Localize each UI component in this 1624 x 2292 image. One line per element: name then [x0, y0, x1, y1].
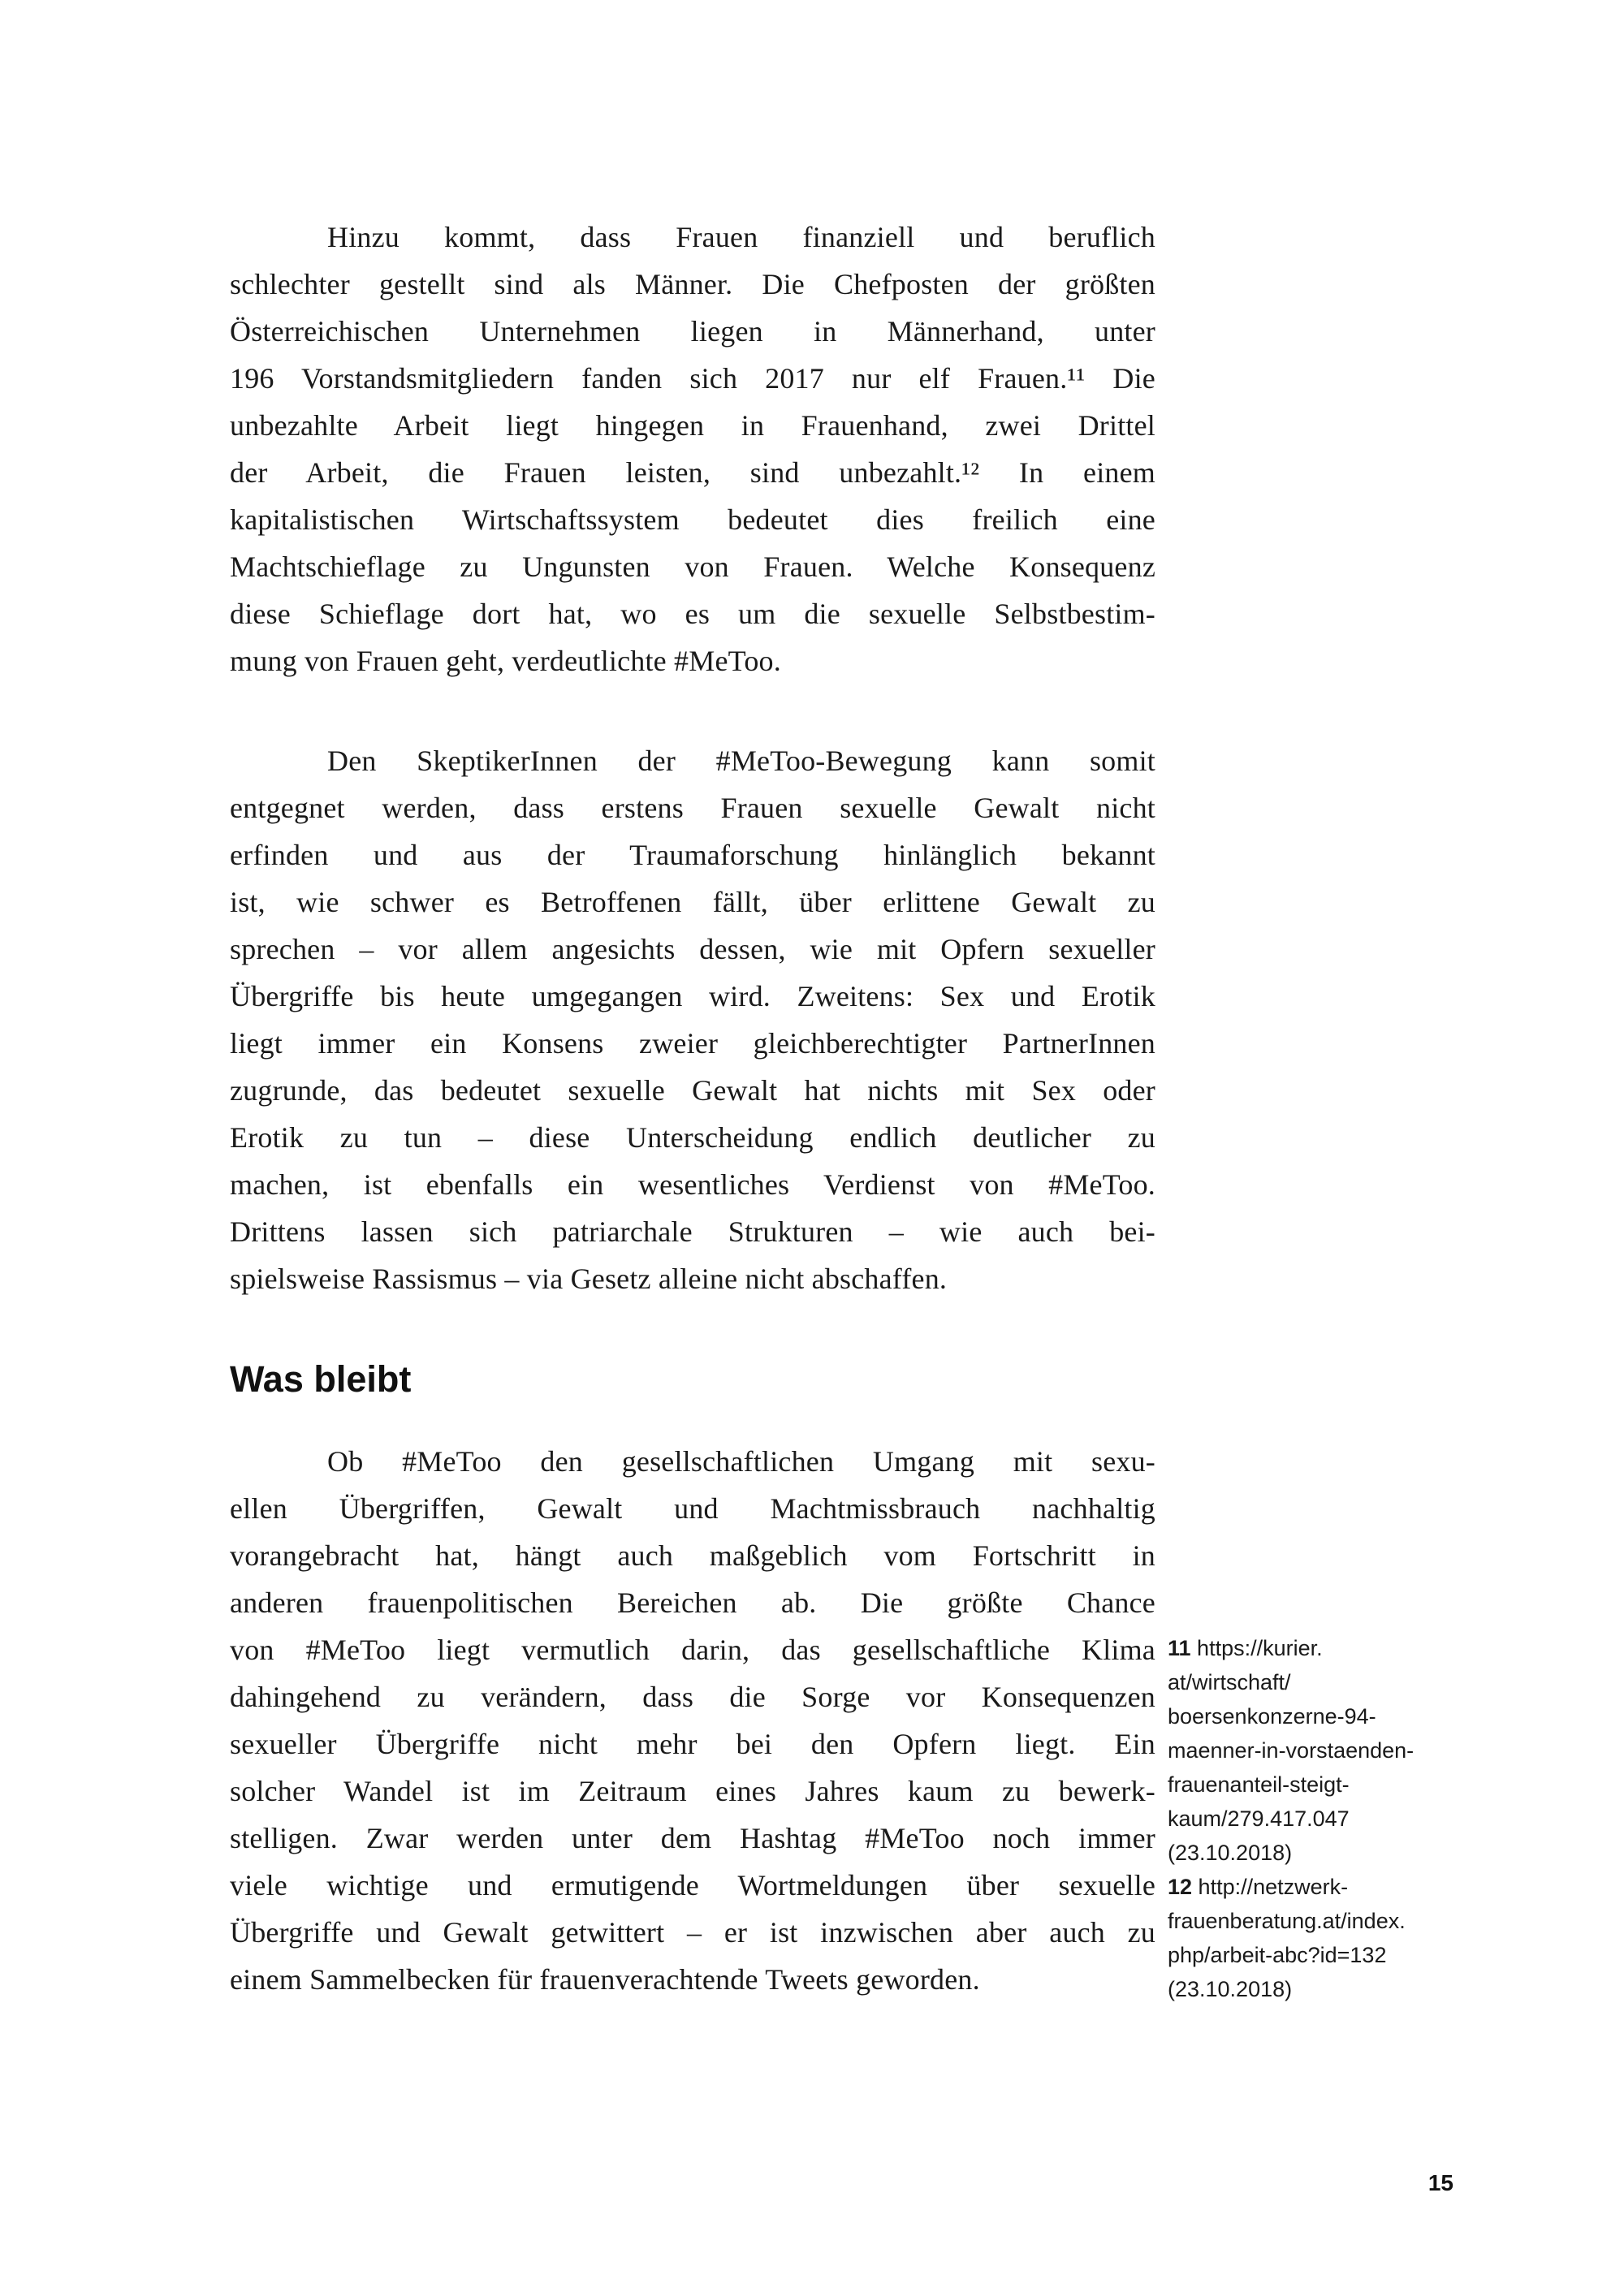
text-line: dahingehend zu verändern, dass die Sorge vor Konsequenzen: [230, 1681, 1155, 1713]
footnote-line: maenner-in-vorstaenden-: [1168, 1738, 1415, 1763]
text-line: Drittens lassen sich patriarchale Strukturen – wie auch bei-: [230, 1215, 1155, 1248]
footnote-line: (23.10.2018): [1168, 1977, 1293, 2001]
text-line: 196 Vorstandsmitgliedern fanden sich 2017 nur elf Frauen.¹¹ Die: [230, 362, 1155, 395]
paragraph-hinzu-kommt: [230, 214, 1155, 684]
paragraph-skeptikerinnen: [230, 737, 1155, 1302]
footnote-line: kaum/279.417.047: [1168, 1806, 1350, 1831]
text-line: vorangebracht hat, hängt auch maßgeblich vom Fortschritt in: [230, 1539, 1155, 1572]
text-line: Übergriffe bis heute umgegangen wird. Zweitens: Sex und Erotik: [230, 980, 1155, 1012]
text-line: zugrunde, das bedeutet sexuelle Gewalt hat nichts mit Sex oder: [230, 1074, 1155, 1107]
text-line: erfinden und aus der Traumaforschung hinlänglich bekannt: [230, 839, 1155, 871]
page-number: 15: [1427, 2170, 1453, 2195]
footnote-line: frauenberatung.at/index.: [1168, 1909, 1406, 1933]
footnote-line: boersenkonzerne-94-: [1168, 1704, 1376, 1729]
text-line: Österreichischen Unternehmen liegen in Männerhand, unter: [230, 315, 1155, 347]
text-line: Machtschieflage zu Ungunsten von Frauen. Welche Konsequenz: [230, 550, 1155, 583]
footnote-line: at/wirtschaft/: [1168, 1670, 1291, 1694]
text-line: Ob #MeToo den gesellschaftlichen Umgang mit sexu-: [327, 1445, 1155, 1478]
text-line: entgegnet werden, dass erstens Frauen sexuelle Gewalt nicht: [230, 792, 1155, 824]
text-line: solcher Wandel ist im Zeitraum eines Jahres kaum zu bewerk-: [230, 1775, 1155, 1807]
text-line: kapitalistischen Wirtschaftssystem bedeutet dies freilich eine: [230, 503, 1155, 536]
text-line: der Arbeit, die Frauen leisten, sind unbezahlt.¹² In einem: [230, 456, 1155, 489]
footnote-line: frauenanteil-steigt-: [1168, 1772, 1350, 1797]
text-line: stelligen. Zwar werden unter dem Hashtag #MeToo noch immer: [230, 1822, 1155, 1854]
text-line: diese Schieflage dort hat, wo es um die sexuelle Selbstbestim-: [230, 598, 1155, 630]
text-line: sexueller Übergriffe nicht mehr bei den Opfern liegt. Ein: [230, 1728, 1155, 1760]
text-line: Erotik zu tun – diese Unterscheidung endlich deutlicher zu: [230, 1121, 1155, 1154]
text-line: von #MeToo liegt vermutlich darin, das gesellschaftliche Klima: [230, 1634, 1155, 1666]
text-line: Hinzu kommt, dass Frauen finanziell und beruflich: [327, 221, 1155, 253]
footnote-line: (23.10.2018): [1168, 1841, 1293, 1865]
text-line: mung von Frauen geht, verdeutlichte #MeToo.: [230, 645, 781, 677]
text-line: ist, wie schwer es Betroffenen fällt, über erlittene Gewalt zu: [230, 886, 1155, 918]
text-line: unbezahlte Arbeit liegt hingegen in Frauenhand, zwei Drittel: [230, 409, 1155, 442]
text-line: machen, ist ebenfalls ein wesentliches Verdienst von #MeToo.: [230, 1168, 1155, 1201]
footnote-line: php/arbeit-abc?id=132: [1168, 1943, 1387, 1967]
text-line: sprechen – vor allem angesichts dessen, wie mit Opfern sexueller: [230, 933, 1155, 965]
text-line: liegt immer ein Konsens zweier gleichberechtigter PartnerInnen: [230, 1027, 1155, 1060]
section-heading: Was bleibt: [230, 1358, 412, 1400]
text-line: einem Sammelbecken für frauenverachtende Tweets geworden.: [230, 1963, 980, 1996]
footnotes-column: [1168, 1631, 1468, 2006]
footnote-first-line: 12 http://netzwerk-: [1168, 1875, 1349, 1899]
footnote-first-line: 11 https://kurier.: [1168, 1636, 1323, 1660]
text-line: Übergriffe und Gewalt getwittert – er ist inzwischen aber auch zu: [230, 1916, 1155, 1949]
text-line: schlechter gestellt sind als Männer. Die Chefposten der größten: [230, 268, 1155, 300]
text-line: ellen Übergriffen, Gewalt und Machtmissbrauch nachhaltig: [230, 1492, 1155, 1525]
paragraph-ob-metoo: [230, 1438, 1155, 2003]
text-line: viele wichtige und ermutigende Wortmeldungen über sexuelle: [230, 1869, 1155, 1901]
footnote-number: 12: [1168, 1875, 1193, 1899]
text-line: anderen frauenpolitischen Bereichen ab. Die größte Chance: [230, 1586, 1155, 1619]
text-line: Den SkeptikerInnen der #MeToo-Bewegung kann somit: [327, 745, 1155, 777]
text-line: spielsweise Rassismus – via Gesetz alleine nicht abschaffen.: [230, 1263, 948, 1295]
footnote-number: 11: [1168, 1636, 1191, 1660]
